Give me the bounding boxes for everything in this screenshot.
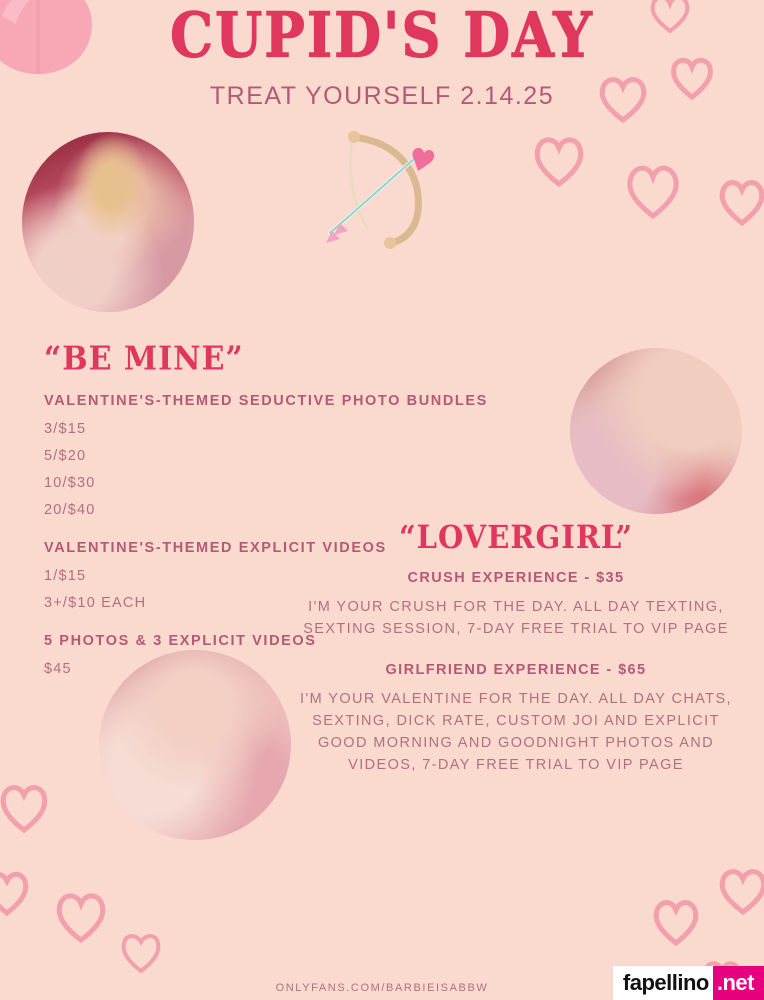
watermark <box>613 966 764 1000</box>
watermark-text-dark: fapellino <box>613 966 713 1000</box>
model-photo-1 <box>22 132 194 312</box>
page-title: CUPID'S DAY <box>170 0 594 72</box>
watermark-text-pink: .net <box>713 966 764 1000</box>
crush-experience-body: I'M YOUR CRUSH FOR THE DAY. ALL DAY TEXTING, SEXTING SESSION, 7-DAY FREE TRIAL TO VIP PAGE <box>303 599 729 637</box>
photo-bundles-label: VALENTINE'S-THEMED SEDUCTIVE PHOTO BUNDLES <box>44 393 488 409</box>
girlfriend-experience-body: I'M YOUR VALENTINE FOR THE DAY. ALL DAY CHATS, SEXTING, DICK RATE, CUSTOM JOI AND EXPLICIT GOOD MORNING AND GOODNIGHT PHOTOS AND VIDEOS, 7-DAY FREE TRIAL TO VIP PAGE <box>300 691 732 773</box>
bow-and-arrow-icon <box>318 125 448 250</box>
heart-icon <box>622 160 684 220</box>
price-line: 1/$15 <box>44 568 87 584</box>
price-line: 20/$40 <box>44 502 96 518</box>
combo-price: $45 <box>44 661 72 677</box>
combo-label: 5 PHOTOS & 3 EXPLICIT VIDEOS <box>44 633 317 649</box>
price-line: 5/$20 <box>44 448 87 464</box>
heart-icon <box>530 132 588 188</box>
heart-icon <box>0 780 52 834</box>
heart-icon <box>118 930 164 974</box>
be-mine-heading: “BE MINE” <box>44 340 244 379</box>
price-line: 3+/$10 EACH <box>44 595 147 611</box>
heart-icon <box>52 888 110 944</box>
footer-handle: ONLYFANS.COM/BARBIEISABBW <box>275 982 489 994</box>
heart-icon <box>716 864 764 916</box>
lovergirl-section <box>300 520 732 798</box>
girlfriend-experience-title: GIRLFRIEND EXPERIENCE - $65 <box>385 662 647 678</box>
price-line: 10/$30 <box>44 475 96 491</box>
page-subtitle: TREAT YOURSELF 2.14.25 <box>209 82 555 110</box>
heart-icon <box>0 868 32 916</box>
explicit-videos-label: VALENTINE'S-THEMED EXPLICIT VIDEOS <box>44 540 387 556</box>
heart-icon <box>716 176 764 226</box>
price-line: 3/$15 <box>44 421 87 437</box>
crush-experience-title: CRUSH EXPERIENCE - $35 <box>407 570 625 586</box>
model-photo-2 <box>570 348 742 514</box>
lovergirl-heading: “LOVERGIRL” <box>398 518 634 556</box>
heart-icon <box>650 896 702 946</box>
